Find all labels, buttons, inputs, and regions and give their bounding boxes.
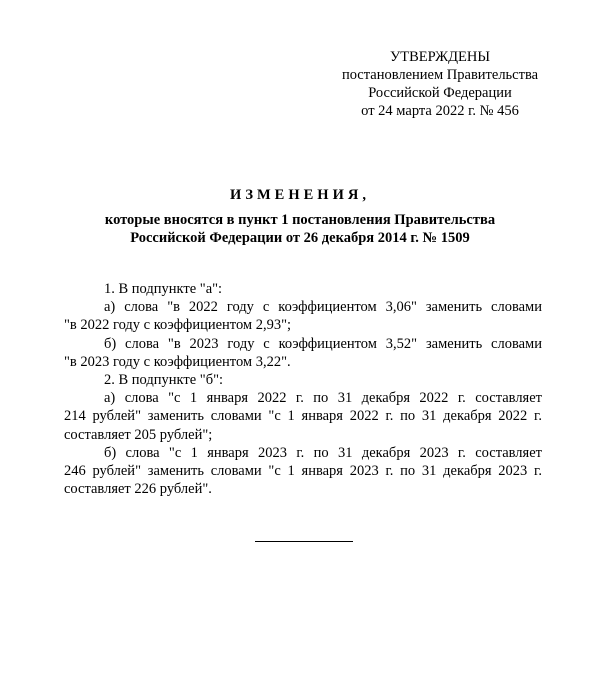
- approval-heading: УТВЕРЖДЕНЫ: [389, 49, 491, 65]
- document-title: ИЗМЕНЕНИЯ,: [230, 187, 370, 203]
- subtitle-line-1: которые вносятся в пункт 1 постановления Правительства: [104, 212, 496, 228]
- paragraph-4: 2. В подпункте "б":: [104, 372, 224, 389]
- subtitle-line-2: Российской Федерации от 26 декабря 2014 г. № 1509: [130, 230, 470, 246]
- paragraph-1: 1. В подпункте "а":: [104, 281, 223, 297]
- document-subtitle: [0, 211, 600, 247]
- paragraph-5-line-3: составляет 205 рублей";: [64, 426, 213, 443]
- paragraph-3-line-2: "в 2023 году с коэффициентом 3,22".: [64, 353, 291, 370]
- paragraph-6-line-3: составляет 226 рублей".: [64, 481, 212, 498]
- paragraph-6-line-1: б) слова "с 1 января 2023 г. по 31 декабря 2023 г. составляет: [104, 444, 542, 461]
- closing-rule: [255, 541, 353, 542]
- paragraph-5-line-2: 214 рублей" заменить словами "с 1 января 2022 г. по 31 декабря 2022 г.: [64, 408, 542, 425]
- approval-line-3: от 24 марта 2022 г. № 456: [361, 103, 519, 119]
- approval-line-1: постановлением Правительства: [341, 67, 539, 83]
- paragraph-6-line-2: 246 рублей" заменить словами "с 1 января 2023 г. по 31 декабря 2023 г.: [64, 463, 542, 480]
- paragraph-3-line-1: б) слова "в 2023 году с коэффициентом 3,52" заменить словами: [104, 335, 542, 352]
- paragraph-2-line-1: а) слова "в 2022 году с коэффициентом 3,06" заменить словами: [104, 299, 542, 316]
- paragraph-2-line-2: "в 2022 году с коэффициентом 2,93";: [64, 317, 292, 334]
- approval-block: [320, 48, 560, 120]
- document-body: [64, 280, 542, 498]
- paragraph-5-line-1: а) слова "с 1 января 2022 г. по 31 декабря 2022 г. составляет: [104, 390, 542, 407]
- approval-line-2: Российской Федерации: [368, 85, 512, 101]
